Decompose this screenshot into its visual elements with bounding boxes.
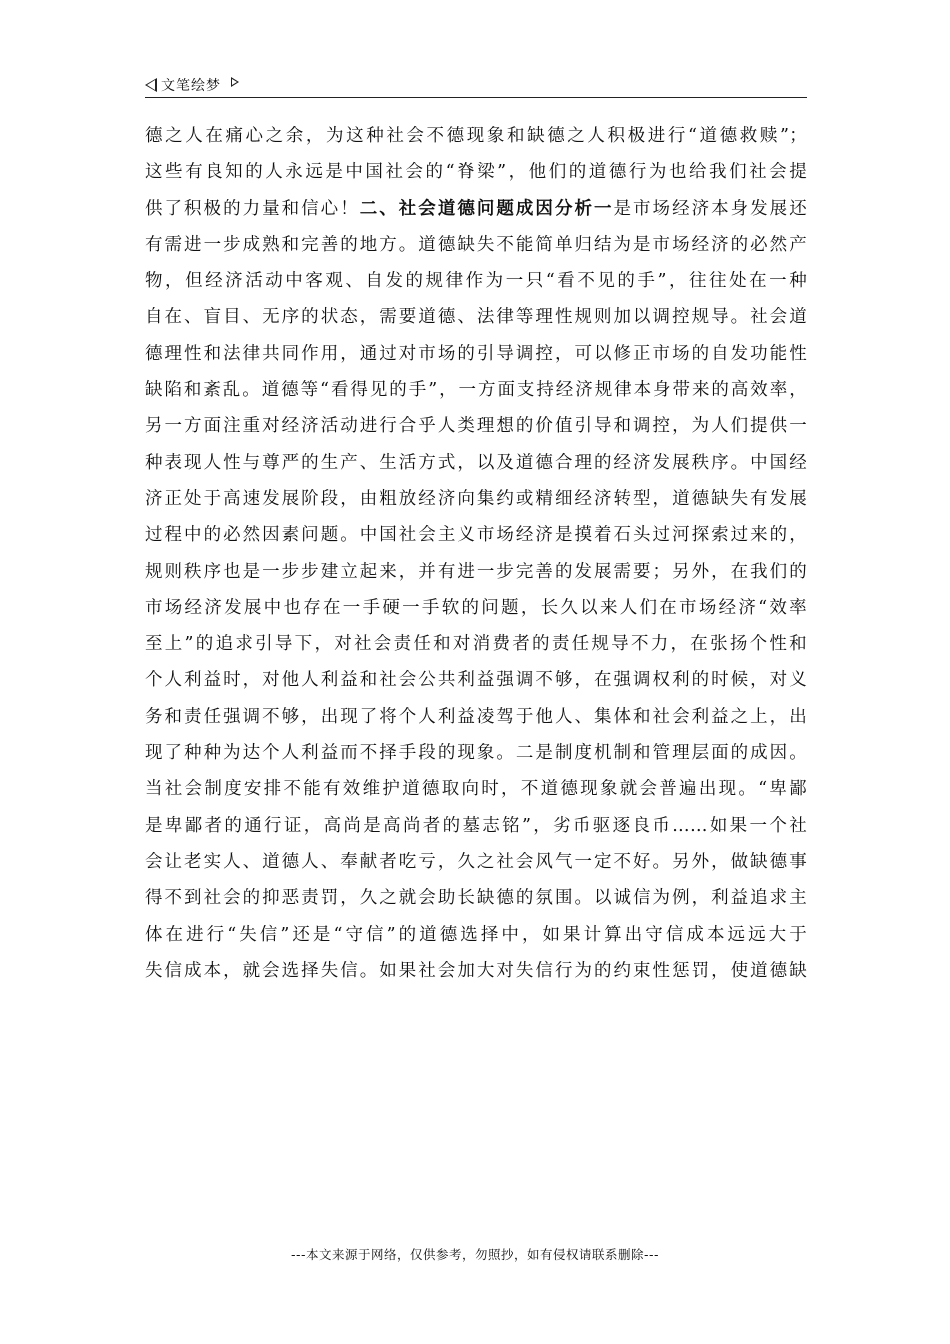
header-title: 文笔绘梦 [161, 78, 221, 94]
text-line-6: 自在、盲目、无序的状态，需要道德、法律等理性规则加以调控规导。社会道 [145, 307, 807, 328]
text-line-12: 过程中的必然因素问题。中国社会主义市场经济是摸着石头过河探索过来的， [145, 525, 807, 546]
text-line-3 [145, 191, 807, 227]
text-line-17: 务和责任强调不够，出现了将个人利益凌驾于他人、集体和社会利益之上，出 [145, 706, 807, 727]
text-line-2: 这些有良知的人永远是中国社会的“脊梁”，他们的道德行为也给我们社会提 [145, 162, 807, 183]
text-line-15: 至上”的追求引导下，对社会责任和对消费者的责任规导不力，在张扬个性和 [145, 634, 807, 655]
text-line-7: 德理性和法律共同作用，通过对市场的引导调控，可以修正市场的自发功能性 [145, 343, 807, 364]
text-line-19: 当社会制度安排不能有效维护道德取向时，不道德现象就会普遍出现。“卑鄙 [145, 779, 807, 800]
text-line-22: 得不到社会的抑恶责罚，久之就会助长缺德的氛围。以诚信为例，利益追求主 [145, 888, 807, 909]
text-line-5: 物，但经济活动中客观、自发的规律作为一只“看不见的手”，往往处在一种 [145, 271, 807, 292]
text-line-11: 济正处于高速发展阶段，由粗放经济向集约或精细经济转型，道德缺失有发展 [145, 488, 807, 509]
text-line-3-prefix: 供了积极的力量和信心！ [145, 198, 360, 219]
page-header [145, 74, 807, 96]
text-line-10: 种表现人性与尊严的生产、生活方式，以及道德合理的经济发展秩序。中国经 [145, 452, 807, 473]
text-line-18: 现了种种为达个人利益而不择手段的现象。二是制度机制和管理层面的成因。 [145, 743, 807, 764]
document-body [145, 118, 807, 989]
text-line-16: 个人利益时，对他人利益和社会公共利益强调不够，在强调权利的时候，对义 [145, 670, 807, 691]
text-line-21: 会让老实人、道德人、奉献者吃亏，久之社会风气一定不好。另外，做缺德事 [145, 851, 807, 872]
footer-notice: ---本文来源于网络，仅供参考，勿照抄，如有侵权请联系删除--- [290, 1247, 660, 1262]
text-line-20: 是卑鄙者的通行证，高尚是高尚者的墓志铭”，劣币驱逐良币……如果一个社 [145, 815, 807, 836]
text-line-1: 德之人在痛心之余，为这种社会不德现象和缺德之人积极进行“道德救赎”； [145, 126, 807, 146]
text-line-4: 有需进一步成熟和完善的地方。道德缺失不能简单归结为是市场经济的必然产 [145, 234, 807, 255]
text-line-23: 体在进行“失信”还是“守信”的道德选择中，如果计算出守信成本远远大于 [145, 924, 807, 945]
text-line-9: 另一方面注重对经济活动进行合乎人类理想的价值引导和调控，为人们提供一 [145, 416, 807, 437]
text-line-8: 缺陷和紊乱。道德等“看得见的手”，一方面支持经济规律本身带来的高效率， [145, 380, 807, 401]
right-triangle-icon [231, 77, 239, 87]
section-heading: 二、社会道德问题成因分析一 [359, 198, 614, 219]
text-line-24: 失信成本，就会选择失信。如果社会加大对失信行为的约束性惩罚，使道德缺 [145, 960, 807, 981]
text-line-3-suffix: 是市场经济本身发展还 [613, 198, 807, 219]
text-line-14: 市场经济发展中也存在一手硬一手软的问题，长久以来人们在市场经济“效率 [145, 597, 807, 618]
left-triangle-icon [145, 78, 157, 92]
header-divider [145, 97, 807, 98]
text-line-13: 规则秩序也是一步步建立起来，并有进一步完善的发展需要；另外，在我们的 [145, 561, 807, 582]
